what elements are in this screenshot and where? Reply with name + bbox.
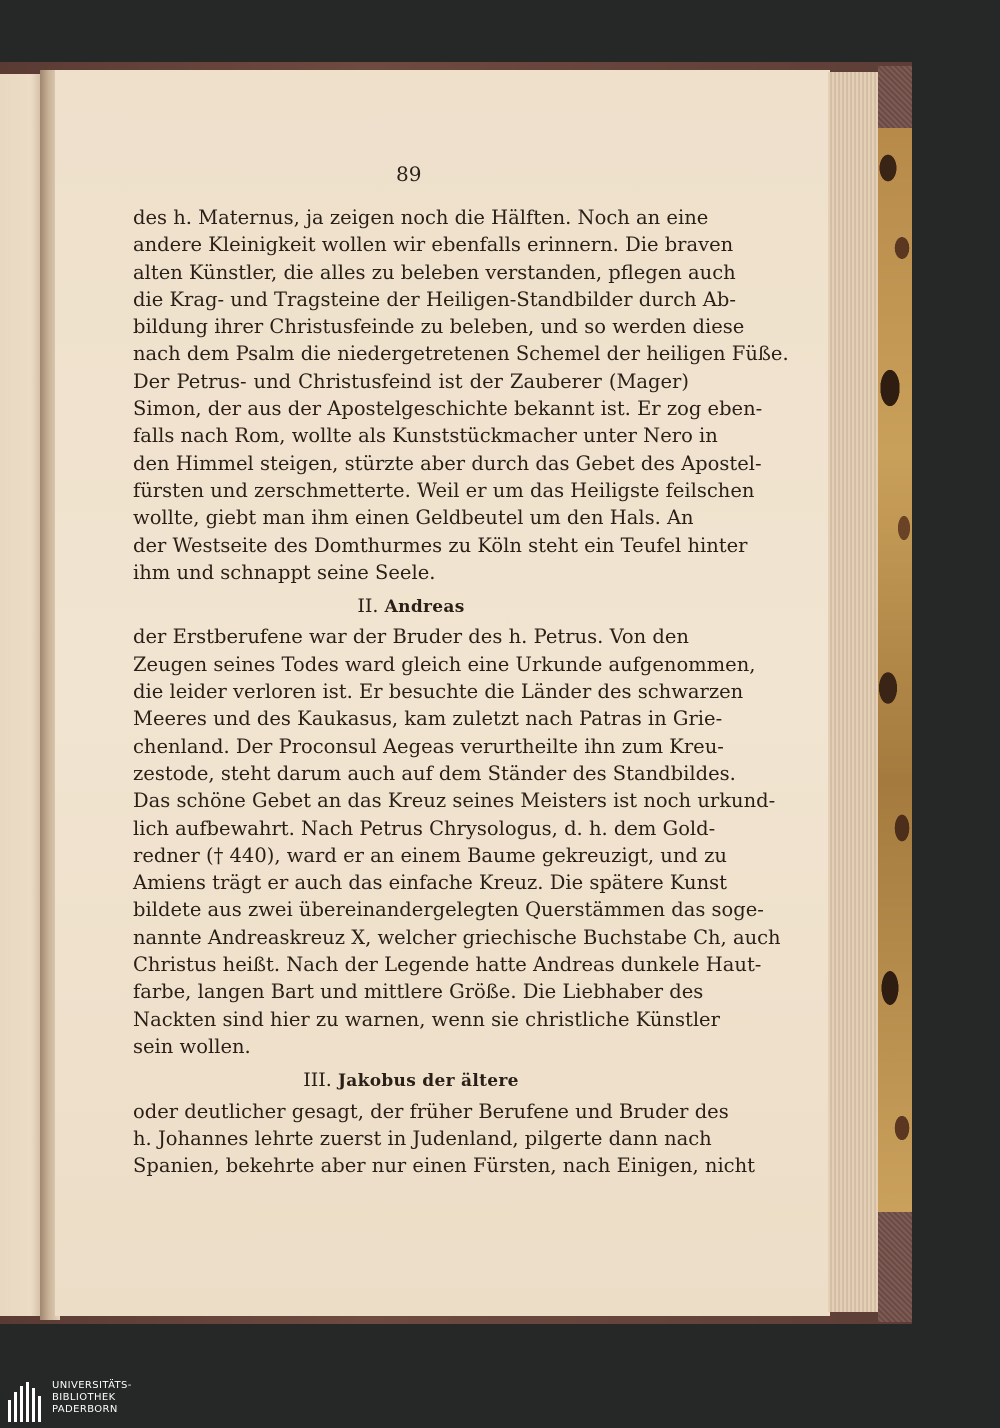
text-line: Amiens trägt er auch das einfache Kreuz. Die spätere Kunst	[133, 871, 727, 895]
text-line: nannte Andreaskreuz X, welcher griechische Buchstabe Ch, auch	[133, 925, 781, 949]
text-line: des h. Maternus, ja zeigen noch die Hälften. Noch an eine	[133, 206, 709, 229]
text-line: farbe, langen Bart und mittlere Größe. Die Liebhaber des	[133, 980, 704, 1004]
text-line: Simon, der aus der Apostelgeschichte bekannt ist. Er zog eben-	[133, 397, 763, 421]
section-heading-jakobus	[133, 1066, 689, 1093]
text-line: bildung ihrer Christusfeinde zu beleben, und so werden diese	[133, 315, 745, 339]
text-line: Zeugen seines Todes ward gleich eine Urkunde aufgenommen,	[133, 652, 756, 676]
text-line: Das schöne Gebet an das Kreuz seines Meisters ist noch urkund-	[133, 789, 776, 813]
cover-cloth-top	[878, 66, 912, 130]
text-line: lich aufbewahrt. Nach Petrus Chrysologus, d. h. dem Gold-	[133, 816, 716, 840]
cover-cloth-bottom	[878, 1212, 912, 1322]
text-line: zestode, steht darum auch auf dem Ständer des Standbildes.	[133, 761, 736, 785]
text-line: fürsten und zerschmetterte. Weil er um das Heiligste feilschen	[133, 478, 755, 502]
page-stack-edges	[828, 72, 882, 1312]
text-line: der Westseite des Domthurmes zu Köln steht ein Teufel hinter	[133, 533, 748, 557]
heading-title: Jakobus der ältere	[337, 1071, 519, 1092]
text-line: andere Kleinigkeit wollen wir ebenfalls erinnern. Die braven	[133, 233, 734, 257]
logo-line: PADERBORN	[52, 1404, 118, 1415]
heading-numeral: III.	[303, 1069, 332, 1092]
text-line: wollte, giebt man ihm einen Geldbeutel um den Hals. An	[133, 506, 694, 530]
left-page-edge	[0, 74, 44, 1316]
text-line: bildete aus zwei übereinandergelegten Querstämmen das soge-	[133, 898, 764, 922]
text-line: Der Petrus- und Christusfeind ist der Zauberer (Mager)	[133, 369, 689, 393]
heading-title: Andreas	[384, 597, 465, 618]
library-logo-icon	[8, 1382, 44, 1422]
text-line: sein wollen.	[133, 1034, 251, 1058]
library-logo-text	[52, 1380, 132, 1416]
page-number: 89	[396, 162, 422, 186]
text-line: nach dem Psalm die niedergetretenen Schemel der heiligen Füße.	[133, 342, 789, 366]
marbled-edge	[878, 128, 912, 1214]
text-line: der Erstberufene war der Bruder des h. Petrus. Von den	[133, 625, 689, 649]
text-line: Christus heißt. Nach der Legende hatte Andreas dunkele Haut-	[133, 953, 762, 977]
page-text	[133, 204, 789, 1179]
logo-line: BIBLIOTHEK	[52, 1392, 116, 1403]
text-line: ihm und schnappt seine Seele.	[133, 560, 436, 584]
logo-line: UNIVERSITÄTS-	[52, 1380, 132, 1391]
text-line: Meeres und des Kaukasus, kam zuletzt nach Patras in Grie-	[133, 707, 723, 731]
text-line: chenland. Der Proconsul Aegeas verurtheilte ihn zum Kreu-	[133, 734, 724, 758]
text-line: alten Künstler, die alles zu beleben verstanden, pflegen auch	[133, 260, 736, 284]
text-line: Nackten sind hier zu warnen, wenn sie christliche Künstler	[133, 1007, 720, 1031]
text-line: den Himmel steigen, stürzte aber durch das Gebet des Apostel-	[133, 451, 762, 475]
heading-numeral: II.	[357, 595, 379, 618]
paragraph-jakobus	[133, 1098, 756, 1180]
text-line: falls nach Rom, wollte als Kunststückmacher unter Nero in	[133, 424, 718, 448]
text-line: die leider verloren ist. Er besuchte die Länder des schwarzen	[133, 680, 744, 704]
paragraph-andreas	[133, 623, 781, 1060]
text-line: die Krag- und Tragsteine der Heiligen-Standbilder durch Ab-	[133, 287, 736, 311]
text-line: redner († 440), ward er an einem Baume gekreuzigt, und zu	[133, 843, 727, 867]
section-heading-andreas	[133, 592, 689, 619]
paragraph-continuation	[133, 204, 789, 586]
footer-bar	[0, 1378, 1000, 1428]
text-line: h. Johannes lehrte zuerst in Judenland, pilgerte dann nach	[133, 1126, 712, 1150]
text-line: Spanien, bekehrte aber nur einen Fürsten, nach Einigen, nicht	[133, 1154, 756, 1178]
text-line: oder deutlicher gesagt, der früher Berufene und Bruder des	[133, 1099, 729, 1123]
